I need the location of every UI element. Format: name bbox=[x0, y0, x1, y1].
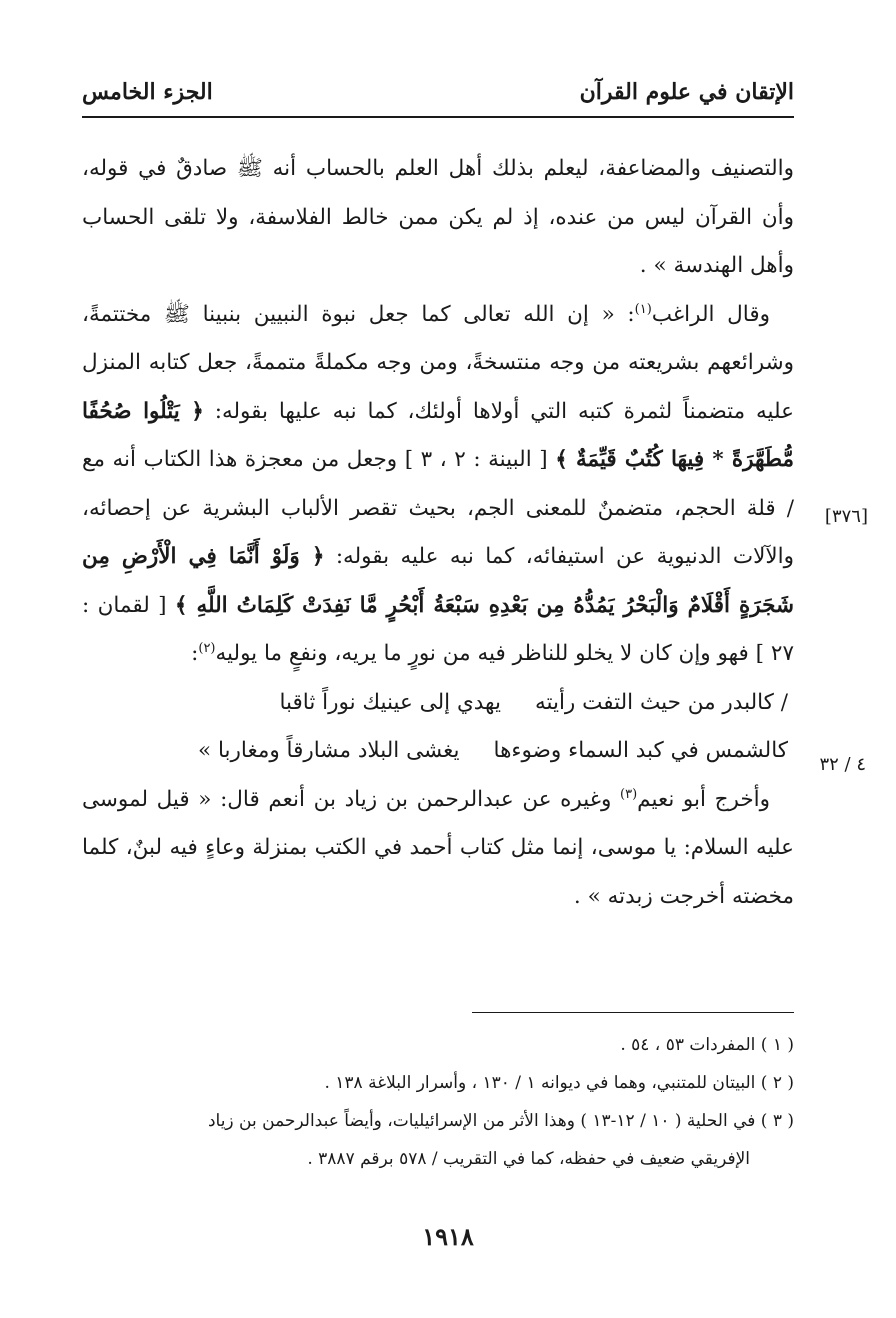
footnote-ref-2[interactable]: (٢) bbox=[198, 640, 216, 656]
volume-label: الجزء الخامس bbox=[82, 79, 213, 105]
quran-verse-2: ﴿ وَلَوْ أَنَّمَا فِي الْأَرْضِ مِن شَجَرَةٍ أَقْلَامٌ وَالْبَحْرُ يَمُدُّهُ مِن بَعْدِهِ سَبْعَةُ أَبْحُرٍ مَّا نَفِدَتْ كَلِمَاتُ اللَّهِ ﴾ bbox=[82, 544, 794, 618]
verse-2-first-hemistich: كالشمس في كبد السماء وضوءها bbox=[493, 738, 788, 763]
margin-note-manuscript-page: [٣٧٦] bbox=[824, 506, 868, 527]
quran-verse-1: ﴿ يَتْلُوا صُحُفًا مُّطَهَّرَةً * فِيهَا كُتُبٌ قَيِّمَةٌ ﴾ bbox=[82, 398, 795, 472]
verse-1-second-hemistich: يهدي إلى عينيك نوراً ثاقبا bbox=[279, 689, 501, 715]
paragraph-1: والتصنيف والمضاعفة، ليعلم بذلك أهل العلم بالحساب أنه ﷺ صادقٌ في قوله، وأن القرآن ليس من عنده، إذ لم يكن ممن خالط الفلاسفة، ولا تلقى الحساب وأهل الهندسة » . bbox=[82, 156, 794, 278]
poem-verse-1 bbox=[82, 679, 788, 728]
paragraph-2-text-c: وجعل من معجزة هذا الكتاب أنه مع / قلة الحجم، متضمنٌ للمعنى الجم، بحيث تقصر الألباب البشرية عن إحصائه، والآلات الدنيوية عن استيفائه، كما نبه عليه بقوله: bbox=[82, 447, 794, 569]
margin-note-edition-page: ٤ / ٣٢ bbox=[819, 754, 866, 775]
footnotes bbox=[82, 1026, 794, 1178]
verse-1-first-hemistich: / كالبدر من حيث التفت رأيته bbox=[534, 689, 788, 715]
poem-verse-2 bbox=[82, 727, 788, 776]
footnote-3: ( ٣ ) في الحلية ( ١٠ / ١٢-١٣ ) وهذا الأثر من الإسرائيليات، وأيضاً عبدالرحمن بن زياد bbox=[207, 1111, 794, 1131]
footnote-2: ( ٢ ) البيتان للمتنبي، وهما في ديوانه ١ / ١٣٠ ، وأسرار البلاغة ١٣٨ . bbox=[324, 1073, 794, 1093]
paragraph-2-text-d: فهو وإن كان لا يخلو للناظر فيه من نورٍ ما يريه، ونفعٍ ما يوليه bbox=[215, 641, 749, 666]
footnote-ref-1[interactable]: (١) bbox=[634, 301, 652, 317]
paragraph-3 bbox=[82, 776, 794, 922]
quran-ref-1: [ البينة : ٢ ، ٣ ] bbox=[404, 447, 548, 472]
paragraph-2-text-e: : bbox=[191, 641, 199, 666]
poem bbox=[82, 679, 794, 776]
footnote-3-continued: الإفريقي ضعيف في حفظه، كما في التقريب / ٥٧٨ برقم ٣٨٨٧ . bbox=[307, 1149, 750, 1169]
header-rule bbox=[82, 116, 794, 118]
paragraph-2-text-a: وقال الراغب bbox=[651, 301, 770, 327]
paragraph-2 bbox=[82, 291, 794, 679]
running-header bbox=[82, 70, 794, 114]
footnote-1: ( ١ ) المفردات ٥٣ ، ٥٤ . bbox=[620, 1035, 794, 1055]
paragraph-3-text-a: وأخرج أبو نعيم bbox=[637, 786, 770, 812]
quran-ref-2: [ لقمان : ٢٧ ] bbox=[82, 592, 794, 666]
footnote-rule bbox=[472, 1012, 794, 1013]
footnote-ref-3[interactable]: (٣) bbox=[620, 786, 638, 802]
paragraph-3-text-b: وغيره عن عبدالرحمن بن زياد بن أنعم قال: « قيل لموسى عليه السلام: يا موسى، إنما مثل كتاب أحمد في الكتب بمنزلة وعاءٍ فيه لبنٌ، كلما مخضته أخرجت زبدته » . bbox=[82, 786, 794, 909]
main-text bbox=[82, 145, 794, 921]
paragraph-2-text-b: : « إن الله تعالى كما جعل نبوة النبيين بنبينا ﷺ مختتمةً، وشرائعهم بشريعته من وجه منتسخةً، ومن وجه مكملةً متممةً، جعل كتابه المنزل عليه متضمناً لثمرة كتبه التي أولاها أولئك، كما نبه عليها بقوله: bbox=[82, 301, 794, 424]
page-number: ١٩١٨ bbox=[422, 1222, 474, 1251]
verse-2-second-hemistich: يغشى البلاد مشارقاً ومغاربا » bbox=[197, 738, 460, 763]
book-title: الإتقان في علوم القرآن bbox=[579, 79, 794, 105]
